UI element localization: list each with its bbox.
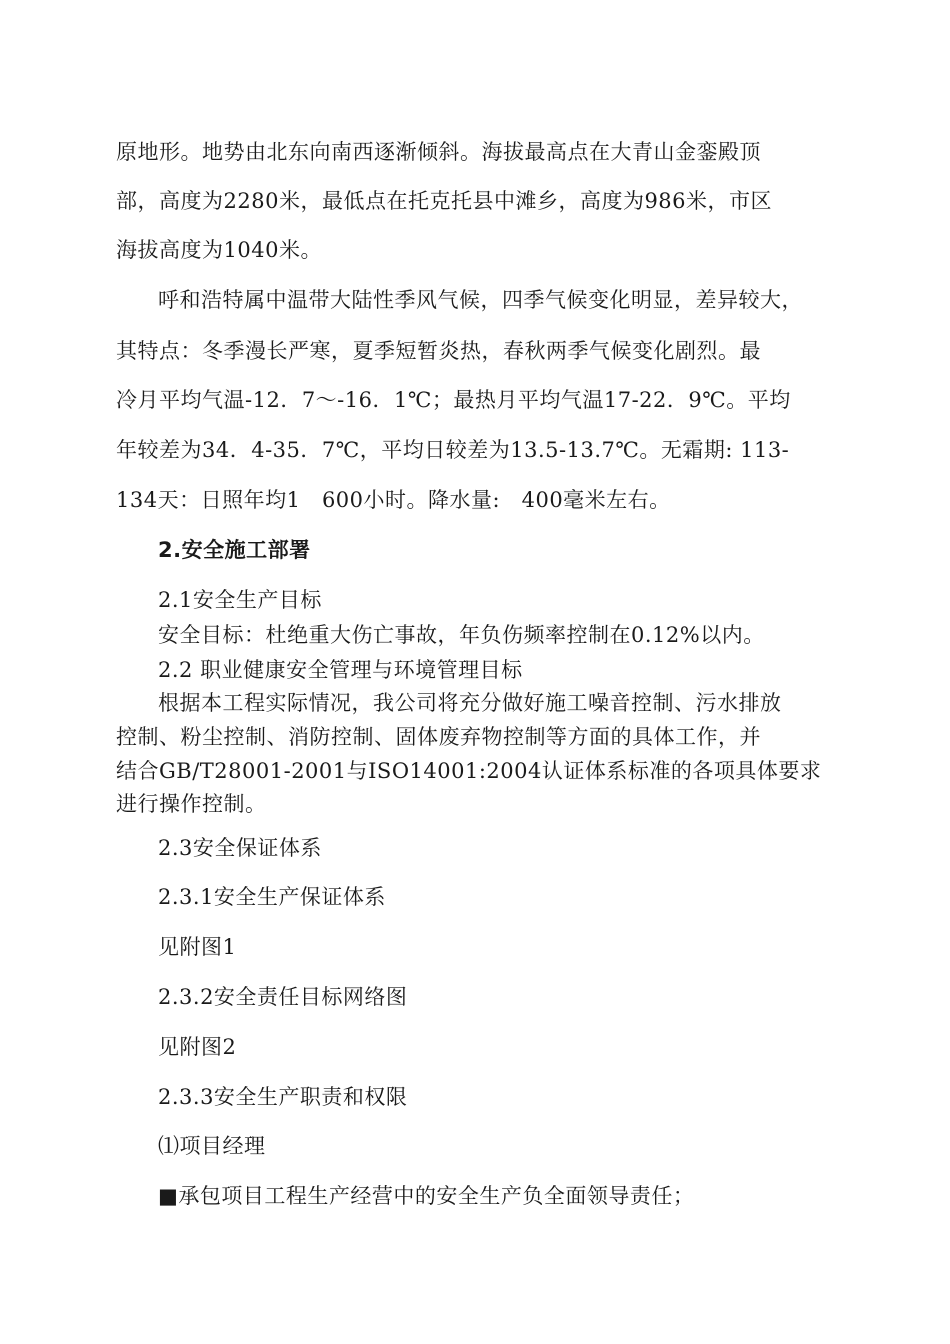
paragraph-terrain-line-3: 海拔高度为1040米。 — [116, 238, 322, 262]
paragraph-climate-line-3: 冷月平均气温-12．7～-16．1℃；最热月平均气温17-22．9℃。平均 — [116, 388, 791, 412]
subsection-heading-2-2: 2.2 职业健康安全管理与环境管理目标 — [158, 658, 523, 682]
subsection-heading-2-3-1: 2.3.1安全生产保证体系 — [158, 885, 386, 909]
see-figure-2: 见附图2 — [158, 1035, 237, 1059]
paragraph-climate-line-4: 年较差为34．4-35．7℃，平均日较差为13.5-13.7℃。无霜期: 113- — [116, 438, 790, 462]
subsection-heading-2-3-3: 2.3.3安全生产职责和权限 — [158, 1085, 408, 1109]
paragraph-terrain-line-2: 部，高度为2280米，最低点在托克托县中滩乡，高度为986米，市区 — [116, 189, 773, 213]
subsection-heading-2-3: 2.3安全保证体系 — [158, 836, 322, 860]
paragraph-climate-line-5: 134天：日照年均1 600小时。降水量: 400毫米左右。 — [116, 488, 671, 512]
subsection-heading-2-1: 2.1安全生产目标 — [158, 588, 322, 612]
paragraph-terrain-line-1: 原地形。地势由北东向南西逐渐倾斜。海拔最高点在大青山金銮殿顶 — [116, 140, 761, 164]
paragraph-climate-line-1: 呼和浩特属中温带大陆性季风气候，四季气候变化明显，差异较大， — [158, 288, 803, 312]
safety-target-text: 安全目标：杜绝重大伤亡事故，年负伤频率控制在0.12%以内。 — [158, 623, 765, 647]
paragraph-control-line-4: 进行操作控制。 — [116, 792, 267, 816]
paragraph-climate-line-2: 其特点：冬季漫长严寒，夏季短暂炎热，春秋两季气候变化剧烈。最 — [116, 339, 761, 363]
section-heading-2: 2.安全施工部署 — [158, 538, 311, 562]
subsection-heading-2-3-2: 2.3.2安全责任目标网络图 — [158, 985, 408, 1009]
bullet-responsibility: ■承包项目工程生产经营中的安全生产负全面领导责任； — [158, 1184, 695, 1208]
see-figure-1: 见附图1 — [158, 935, 237, 959]
paragraph-control-line-2: 控制、粉尘控制、消防控制、固体废弃物控制等方面的具体工作，并 — [116, 725, 761, 749]
item-project-manager: ⑴项目经理 — [158, 1134, 266, 1158]
paragraph-control-line-3: 结合GB/T28001-2001与ISO14001:2004认证体系标准的各项具体要求 — [116, 759, 822, 783]
paragraph-control-line-1: 根据本工程实际情况，我公司将充分做好施工噪音控制、污水排放 — [158, 691, 782, 715]
